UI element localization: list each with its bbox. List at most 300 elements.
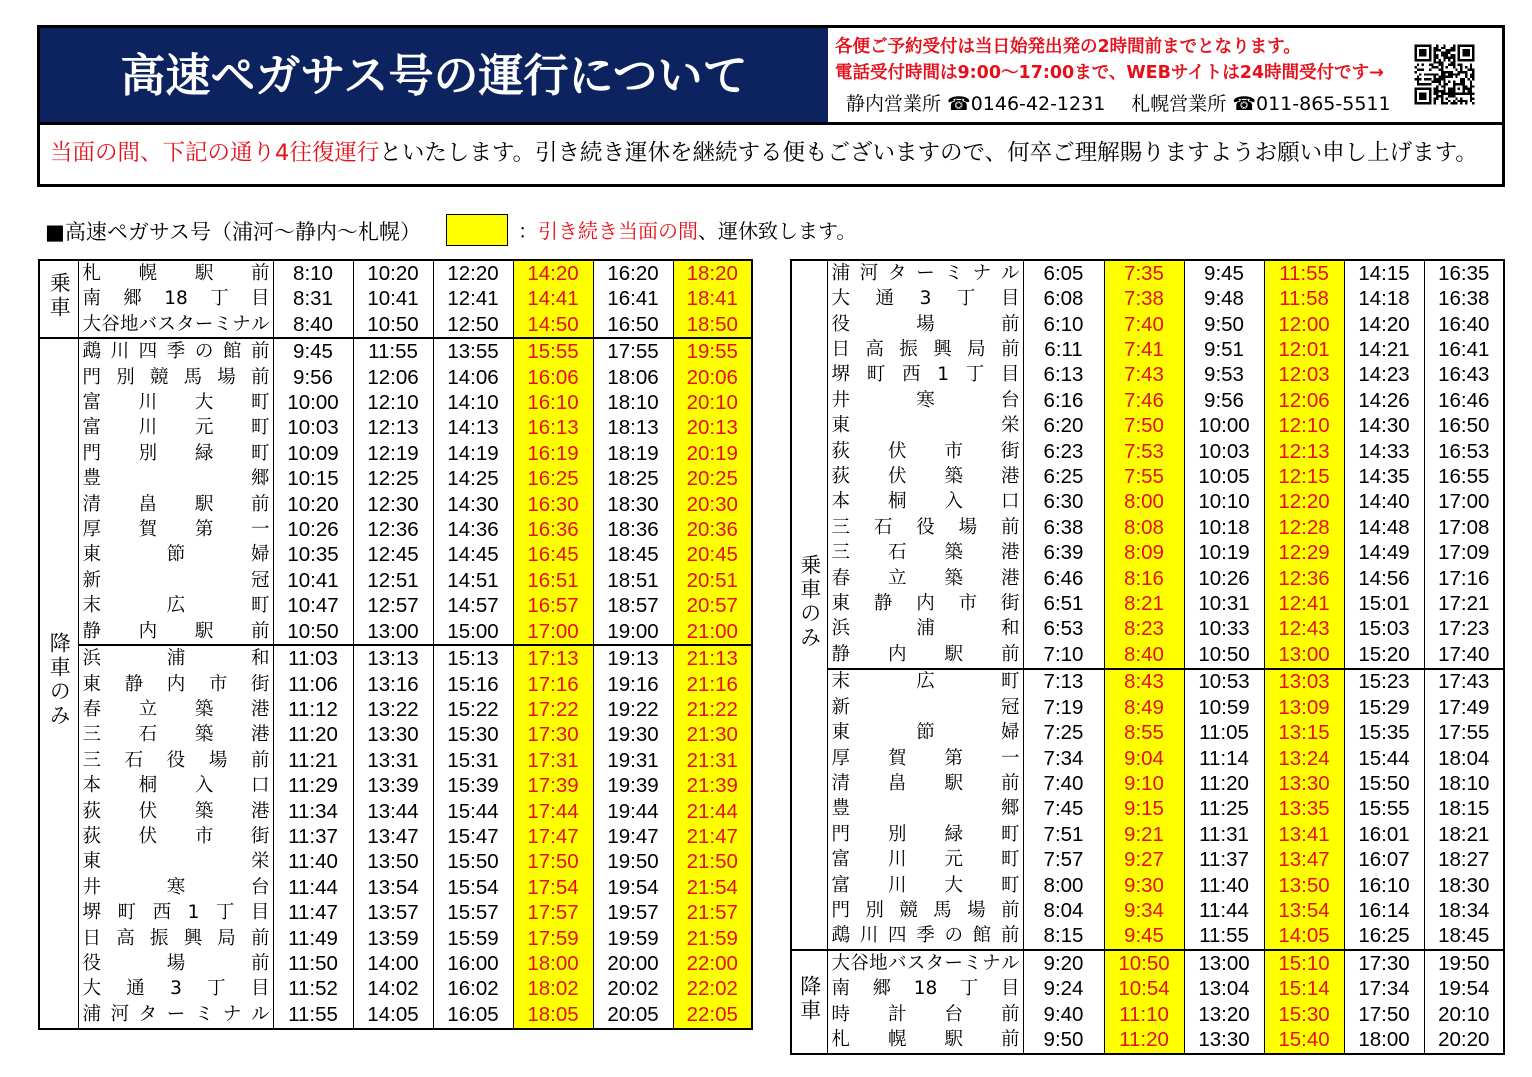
- stop-name-char: 井: [82, 876, 102, 898]
- stop-name-char: 局: [217, 927, 236, 949]
- stop-name: [79, 800, 273, 824]
- table-row: [39, 697, 752, 722]
- stop-name: [79, 416, 273, 440]
- stop-name-char: 清: [82, 493, 102, 515]
- table-row: [39, 568, 752, 593]
- suspended-departure-time: 9:21: [1104, 822, 1184, 847]
- departure-time: 13:57: [353, 900, 433, 925]
- departure-time: 20:00: [593, 951, 673, 976]
- table-row: [791, 924, 1504, 950]
- stop-name-char: 1: [187, 902, 200, 924]
- table-row: [791, 873, 1504, 898]
- stop-name-char: 場: [967, 900, 986, 921]
- stop-name: [79, 749, 273, 773]
- departure-time: 12:51: [353, 568, 433, 593]
- stop-name-cell: [827, 617, 1023, 642]
- departure-time: 13:31: [353, 748, 433, 773]
- stop-name-cell: [827, 695, 1023, 720]
- stop-name-cell: [78, 645, 273, 671]
- departure-time: 9:24: [1023, 977, 1104, 1002]
- suspended-departure-time: 20:13: [673, 416, 752, 441]
- suspended-departure-time: 8:55: [1104, 720, 1184, 745]
- departure-time: 16:55: [1424, 464, 1504, 489]
- stop-name-char: 三: [831, 516, 851, 538]
- route-heading: ■高速ペガサス号（浦河～静内～札幌）: [45, 220, 421, 244]
- table-row: [39, 824, 752, 849]
- stop-name: [828, 924, 1023, 948]
- departure-time: 6:10: [1023, 312, 1104, 337]
- suspended-departure-time: 13:35: [1264, 797, 1344, 822]
- stop-name-cell: [827, 847, 1023, 872]
- departure-time: 10:09: [273, 441, 353, 466]
- departure-time: 18:36: [593, 517, 673, 542]
- stop-name-cell: [78, 875, 273, 900]
- stop-name-char: ミ: [213, 313, 233, 335]
- stop-name-cell: [827, 566, 1023, 591]
- departure-time: 7:19: [1023, 695, 1104, 720]
- table-row: [791, 591, 1504, 616]
- suspended-departure-time: 12:20: [1264, 490, 1344, 515]
- departure-time: 15:20: [1344, 642, 1424, 668]
- stop-name-char: 豊: [82, 468, 102, 490]
- suspended-departure-time: 20:06: [673, 365, 752, 390]
- departure-time: 10:20: [353, 260, 433, 286]
- stop-name: [828, 440, 1023, 464]
- stop-name-char: 石: [873, 516, 893, 538]
- stop-name-char: 内: [916, 593, 935, 615]
- departure-time: 19:50: [1424, 950, 1504, 976]
- departure-time: 18:00: [1344, 1027, 1424, 1054]
- table-row: [791, 898, 1504, 923]
- stop-name-cell: [827, 286, 1023, 311]
- suspended-departure-time: 22:00: [673, 951, 752, 976]
- departure-time: 11:47: [273, 900, 353, 925]
- departure-time: 8:31: [273, 286, 353, 311]
- stop-name-cell: [78, 543, 273, 568]
- stop-name: [828, 287, 1023, 311]
- table-row: [39, 977, 752, 1002]
- stop-name-char: 寒: [916, 389, 935, 411]
- stop-name-cell: [78, 517, 273, 542]
- stop-name-char: 桐: [138, 775, 158, 797]
- stop-name-char: 静: [831, 643, 851, 665]
- stop-name-char: 畠: [138, 493, 158, 515]
- stop-name-char: 静: [873, 593, 893, 615]
- departure-time: 14:13: [433, 416, 513, 441]
- suspended-departure-time: 11:10: [1104, 1002, 1184, 1027]
- suspended-departure-time: 8:49: [1104, 695, 1184, 720]
- stop-name-char: 伏: [887, 466, 907, 487]
- stop-name-char: 町: [1000, 671, 1020, 693]
- departure-time: 11:20: [1184, 771, 1264, 796]
- suspended-departure-time: 17:22: [513, 697, 593, 722]
- stop-name-char: 築: [944, 542, 963, 564]
- departure-time: 15:29: [1344, 695, 1424, 720]
- departure-time: 9:56: [273, 365, 353, 390]
- stop-name-char: 前: [1000, 338, 1020, 360]
- departure-time: 18:27: [1424, 847, 1504, 872]
- stop-name-char: ル: [1000, 262, 1020, 284]
- stop-name-cell: [78, 365, 273, 390]
- departure-time: 13:55: [433, 338, 513, 364]
- table-row: [791, 1027, 1504, 1054]
- stop-name-cell: [78, 286, 273, 311]
- departure-time: 19:00: [593, 619, 673, 645]
- departure-time: 12:50: [433, 312, 513, 338]
- departure-time: 15:01: [1344, 591, 1424, 616]
- suspended-departure-time: 21:22: [673, 697, 752, 722]
- stop-name-char: 館: [972, 925, 992, 947]
- stop-name-cell: [78, 951, 273, 976]
- stop-name-char: 別: [865, 900, 884, 921]
- table-row: [39, 951, 752, 976]
- departure-time: 16:00: [433, 951, 513, 976]
- stop-name-cell: [78, 926, 273, 951]
- departure-time: 15:23: [1344, 669, 1424, 695]
- suspended-departure-time: 18:05: [513, 1002, 593, 1029]
- departure-time: 15:35: [1344, 720, 1424, 745]
- table-row: [39, 926, 752, 951]
- departure-time: 14:35: [1344, 464, 1424, 489]
- stop-name-char: 高: [865, 338, 884, 360]
- suspended-departure-time: 7:38: [1104, 286, 1184, 311]
- departure-time: 6:30: [1023, 490, 1104, 515]
- suspended-departure-time: 17:54: [513, 875, 593, 900]
- stop-name-char: 前: [250, 262, 270, 284]
- stop-name-char: ー: [194, 313, 214, 335]
- suspended-departure-time: 16:13: [513, 416, 593, 441]
- departure-time: 18:10: [593, 390, 673, 415]
- title-banner: [40, 28, 828, 122]
- suspended-departure-time: 13:15: [1264, 720, 1344, 745]
- page-title: 高速ペガサス号の運行について: [120, 48, 748, 102]
- departure-time: 14:05: [353, 1002, 433, 1029]
- stop-name-char: 荻: [831, 440, 851, 462]
- departure-time: 7:45: [1023, 797, 1104, 822]
- departure-time: 20:05: [593, 1002, 673, 1029]
- departure-time: 19:59: [593, 926, 673, 951]
- stop-name: [828, 670, 1023, 694]
- departure-time: 6:05: [1023, 260, 1104, 286]
- departure-time: 9:51: [1184, 337, 1264, 362]
- departure-time: 15:16: [433, 672, 513, 697]
- departure-time: 11:37: [273, 824, 353, 849]
- stop-name-char: 東: [82, 673, 102, 695]
- stop-name-char: 浦: [831, 262, 851, 284]
- stop-name-char: 季: [916, 925, 935, 947]
- departure-time: 15:47: [433, 824, 513, 849]
- departure-time: 14:23: [1344, 363, 1424, 388]
- stop-name-char: 前: [1000, 1003, 1020, 1025]
- departure-time: 11:20: [273, 723, 353, 748]
- suspended-departure-time: 8:40: [1104, 642, 1184, 668]
- stop-name-char: 場: [217, 366, 236, 388]
- stop-name-char: 港: [250, 698, 270, 720]
- suspended-departure-time: 12:00: [1264, 312, 1344, 337]
- departure-time: 10:18: [1184, 515, 1264, 540]
- group-label-cell: [791, 260, 827, 950]
- stop-name-char: 南: [831, 978, 851, 1000]
- stop-name-char: ー: [916, 262, 935, 284]
- stop-name-char: 末: [82, 595, 102, 617]
- stop-name: [79, 442, 273, 466]
- stop-name: [79, 620, 273, 644]
- departure-time: 17:49: [1424, 695, 1504, 720]
- departure-time: 18:57: [593, 593, 673, 618]
- departure-time: 11:55: [273, 1002, 353, 1029]
- stop-name-cell: [827, 541, 1023, 566]
- departure-time: 12:41: [433, 286, 513, 311]
- suspended-departure-time: 15:14: [1264, 977, 1344, 1002]
- suspended-departure-time: 12:29: [1264, 541, 1344, 566]
- departure-time: 18:13: [593, 416, 673, 441]
- stop-name: [828, 567, 1023, 591]
- stop-name-char: ス: [157, 313, 176, 335]
- departure-time: 11:12: [273, 697, 353, 722]
- stop-name: [79, 850, 273, 874]
- stop-name-cell: [78, 723, 273, 748]
- stop-name-char: 高: [116, 927, 135, 949]
- stop-name: [828, 797, 1023, 821]
- stop-name-char: 富: [831, 874, 851, 896]
- stop-name: [79, 366, 273, 390]
- table-row: [791, 746, 1504, 771]
- suspended-departure-time: 21:00: [673, 619, 752, 645]
- departure-time: 17:34: [1344, 977, 1424, 1002]
- stop-name-char: 浦: [82, 1004, 102, 1026]
- phone-icon: ☎: [1232, 93, 1256, 115]
- departure-time: 8:15: [1023, 924, 1104, 950]
- departure-time: 10:00: [1184, 413, 1264, 438]
- stop-name-char: 石: [124, 749, 144, 771]
- stop-name-char: 川: [110, 341, 130, 363]
- stop-name-char: 浦: [916, 618, 935, 640]
- stop-name: [828, 516, 1023, 540]
- departure-time: 14:40: [1344, 490, 1424, 515]
- stop-name-char: 丁: [956, 288, 976, 310]
- stop-name: [828, 1003, 1023, 1027]
- group-label: 乗車: [47, 271, 72, 320]
- suspended-departure-time: 22:05: [673, 1002, 752, 1029]
- stop-name-char: 前: [250, 341, 270, 363]
- stop-name-cell: [78, 593, 273, 618]
- stop-name-char: 市: [944, 440, 963, 462]
- table-row: [39, 365, 752, 390]
- stop-name-char: 本: [831, 491, 851, 513]
- stop-name-char: 港: [250, 800, 270, 822]
- qr-code-icon: [1412, 42, 1477, 107]
- stop-name-char: 馬: [933, 900, 952, 921]
- suspended-departure-time: 15:30: [1264, 1002, 1344, 1027]
- suspended-departure-time: 12:36: [1264, 566, 1344, 591]
- stop-name-cell: [827, 822, 1023, 847]
- stop-name-cell: [78, 492, 273, 517]
- stop-name-char: ミ: [963, 952, 982, 974]
- stop-name-char: 目: [250, 978, 270, 1000]
- suspended-departure-time: 16:57: [513, 593, 593, 618]
- suspended-departure-time: 18:00: [513, 951, 593, 976]
- reservation-note: 各便ご予約受付は当日始発出発の2時間前までとなります。: [835, 37, 1301, 57]
- departure-time: 9:56: [1184, 388, 1264, 413]
- suspended-departure-time: 12:13: [1264, 439, 1344, 464]
- departure-time: 14:15: [1344, 260, 1424, 286]
- stop-name-cell: [78, 773, 273, 798]
- suspended-departure-time: 15:55: [513, 338, 593, 364]
- stop-name-char: 街: [250, 825, 270, 847]
- departure-time: 19:31: [593, 748, 673, 773]
- stop-name-char: バ: [887, 952, 907, 974]
- stop-name-char: 港: [1000, 542, 1020, 564]
- stop-name-char: 石: [138, 724, 158, 746]
- suspended-departure-time: 21:39: [673, 773, 752, 798]
- stop-name: [79, 543, 273, 567]
- departure-time: 13:47: [353, 824, 433, 849]
- stop-name-cell: [827, 591, 1023, 616]
- suspended-departure-time: 21:59: [673, 926, 752, 951]
- stop-name-cell: [827, 873, 1023, 898]
- stop-name-cell: [827, 1002, 1023, 1027]
- departure-time: 8:40: [273, 312, 353, 338]
- stop-name-char: 札: [82, 262, 102, 284]
- stop-name-char: 日: [831, 338, 851, 360]
- suspended-departure-time: 8:23: [1104, 617, 1184, 642]
- departure-time: 11:03: [273, 645, 353, 671]
- stop-name-char: ナ: [222, 1004, 242, 1026]
- stop-name: [79, 1003, 273, 1027]
- stop-name-char: 駅: [194, 620, 214, 642]
- stop-name-char: 入: [194, 775, 214, 797]
- stop-name-char: 郷: [123, 288, 142, 310]
- departure-time: 15:03: [1344, 617, 1424, 642]
- departure-time: 18:30: [593, 492, 673, 517]
- stop-name-char: 前: [250, 493, 270, 515]
- departure-time: 18:30: [1424, 873, 1504, 898]
- departure-time: 15:50: [1344, 771, 1424, 796]
- table-row: [39, 260, 752, 286]
- departure-time: 11:44: [273, 875, 353, 900]
- departure-time: 16:10: [1344, 873, 1424, 898]
- table-row: [39, 466, 752, 491]
- suspended-departure-time: 12:43: [1264, 617, 1344, 642]
- stop-name-char: 冠: [1000, 696, 1020, 718]
- departure-time: 15:13: [433, 645, 513, 671]
- stop-name: [828, 696, 1023, 720]
- suspended-departure-time: 16:06: [513, 365, 593, 390]
- suspended-departure-time: 20:10: [673, 390, 752, 415]
- departure-time: 15:39: [433, 773, 513, 798]
- stop-name-char: の: [194, 341, 214, 363]
- stop-name-char: 鵡: [831, 925, 851, 947]
- suspended-departure-time: 16:51: [513, 568, 593, 593]
- suspended-departure-time: 20:45: [673, 543, 752, 568]
- departure-time: 12:19: [353, 441, 433, 466]
- stop-name: [79, 518, 273, 542]
- suspended-departure-time: 20:51: [673, 568, 752, 593]
- departure-time: 16:14: [1344, 898, 1424, 923]
- stop-name-char: 町: [1000, 874, 1020, 896]
- departure-time: 13:22: [353, 697, 433, 722]
- stop-name-char: 前: [1000, 900, 1020, 921]
- suspended-departure-time: 21:13: [673, 645, 752, 671]
- stop-name-char: 港: [1000, 567, 1020, 589]
- stop-name-char: 市: [958, 593, 978, 615]
- departure-time: 14:33: [1344, 439, 1424, 464]
- suspended-departure-time: 17:00: [513, 619, 593, 645]
- stop-name-char: 季: [166, 341, 186, 363]
- stop-name: [828, 721, 1023, 745]
- stop-name-char: 栄: [1000, 415, 1020, 437]
- departure-time: 6:25: [1023, 464, 1104, 489]
- suspended-departure-time: 11:20: [1104, 1027, 1184, 1054]
- table-row: [39, 875, 752, 900]
- table-row: [791, 515, 1504, 540]
- table-row: [791, 541, 1504, 566]
- departure-time: 16:50: [593, 312, 673, 338]
- table-row: [791, 260, 1504, 286]
- stop-name-char: 目: [250, 288, 270, 310]
- departure-time: 6:20: [1023, 413, 1104, 438]
- suspended-departure-time: 13:00: [1264, 642, 1344, 668]
- departure-time: 19:54: [1424, 977, 1504, 1002]
- departure-time: 7:25: [1023, 720, 1104, 745]
- departure-time: 19:50: [593, 850, 673, 875]
- stop-name: [79, 723, 273, 747]
- departure-time: 19:39: [593, 773, 673, 798]
- departure-time: 14:57: [433, 593, 513, 618]
- departure-time: 19:13: [593, 645, 673, 671]
- table-row: [39, 619, 752, 645]
- stop-name: [79, 594, 273, 618]
- stop-name-char: 郷: [872, 978, 892, 1000]
- departure-time: 19:47: [593, 824, 673, 849]
- suspended-departure-time: 10:54: [1104, 977, 1184, 1002]
- stop-name-char: 口: [1000, 491, 1020, 513]
- stop-name-char: 時: [831, 1003, 851, 1025]
- departure-time: 6:11: [1023, 337, 1104, 362]
- suspended-departure-time: 21:16: [673, 672, 752, 697]
- suspended-departure-time: 13:03: [1264, 669, 1344, 695]
- stop-name-char: 駅: [194, 262, 214, 284]
- stop-name-char: 築: [944, 567, 963, 589]
- group-label: 乗車のみ: [797, 553, 822, 650]
- departure-time: 7:34: [1023, 746, 1104, 771]
- stop-name-char: 川: [887, 874, 907, 896]
- table-row: [39, 672, 752, 697]
- stop-name-char: 元: [194, 417, 214, 439]
- stop-name-char: 駅: [194, 493, 214, 515]
- stop-name-char: タ: [176, 313, 195, 335]
- suspended-departure-time: 12:01: [1264, 337, 1344, 362]
- suspended-departure-time: 11:58: [1264, 286, 1344, 311]
- stop-name-char: 前: [1000, 516, 1020, 538]
- stop-name-char: 入: [944, 491, 963, 513]
- stop-name-char: 丁: [207, 978, 226, 1000]
- stop-name-char: 春: [831, 567, 851, 589]
- stop-name-cell: [827, 977, 1023, 1002]
- stop-name: [828, 848, 1023, 872]
- departure-time: 10:26: [273, 517, 353, 542]
- stop-name: [828, 643, 1023, 667]
- stop-name-char: 谷: [850, 952, 869, 974]
- stop-name-char: 立: [138, 698, 158, 720]
- stop-name-char: 丁: [965, 364, 985, 386]
- stop-name-char: 堺: [831, 364, 851, 386]
- phone-number: 0146-42-1231: [970, 93, 1106, 115]
- stop-name: [828, 899, 1023, 923]
- stop-name-char: 節: [916, 722, 935, 744]
- departure-time: 11:49: [273, 926, 353, 951]
- departure-time: 15:59: [433, 926, 513, 951]
